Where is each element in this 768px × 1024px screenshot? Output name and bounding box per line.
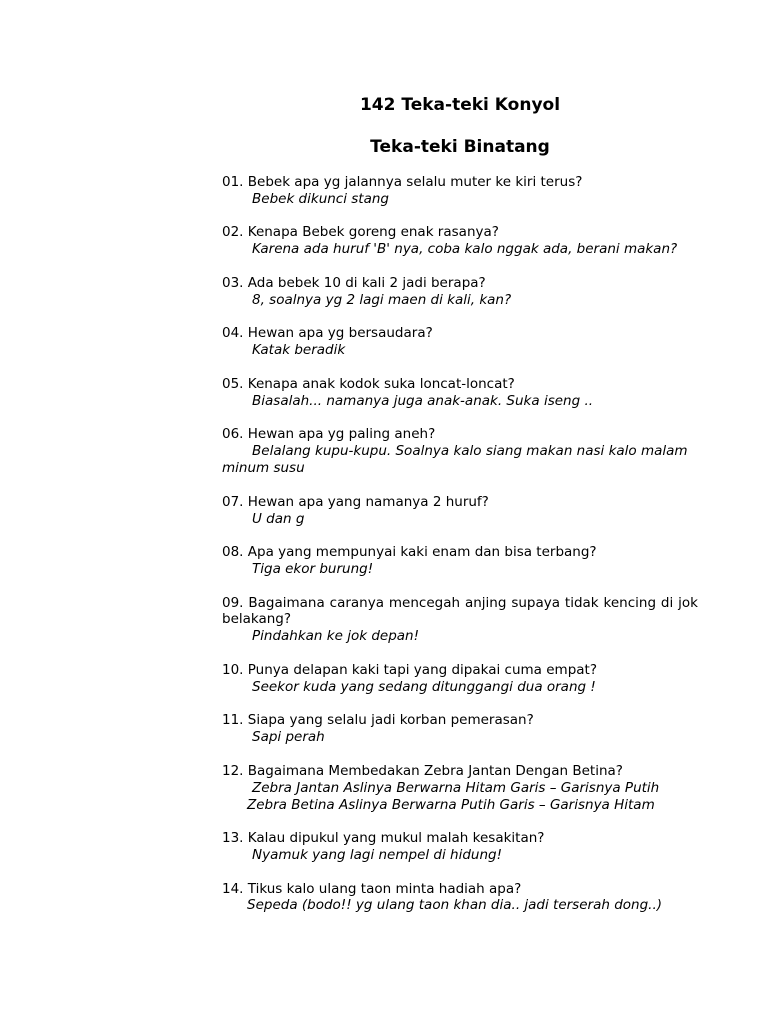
riddle-item xyxy=(222,544,698,578)
riddle-item xyxy=(222,494,698,528)
riddle-question: 08. Apa yang mempunyai kaki enam dan bisa terbang? xyxy=(222,544,597,561)
riddle-answer: Zebra Betina Aslinya Berwarna Putih Garis – Garisnya Hitam xyxy=(247,796,655,813)
riddle-question: 06. Hewan apa yg paling aneh? xyxy=(222,426,436,443)
riddle-answer: Seekor kuda yang sedang ditunggangi dua orang ! xyxy=(252,678,596,695)
riddle-answer: Biasalah... namanya juga anak-anak. Suka iseng .. xyxy=(252,392,594,409)
riddle-item xyxy=(222,376,698,410)
riddle-item xyxy=(222,712,698,746)
section-title: Teka-teki Binatang xyxy=(370,137,550,157)
riddle-question: 09. Bagaimana caranya mencegah anjing supaya tidak kencing di jok belakang? xyxy=(222,594,698,628)
riddle-answer: Belalang kupu-kupu. Soalnya kalo siang makan nasi kalo malam minum susu xyxy=(222,443,688,477)
riddle-question: 13. Kalau dipukul yang mukul malah kesakitan? xyxy=(222,830,545,847)
riddle-answer: Zebra Jantan Aslinya Berwarna Hitam Garis – Garisnya Putih xyxy=(252,779,660,796)
riddle-question: 11. Siapa yang selalu jadi korban pemerasan? xyxy=(222,712,534,729)
riddle-answer: Bebek dikunci stang xyxy=(252,190,389,207)
riddle-item xyxy=(222,325,698,359)
document-title: 142 Teka-teki Konyol xyxy=(359,95,561,115)
riddle-answer: Katak beradik xyxy=(252,342,346,359)
riddle-item xyxy=(222,881,698,915)
riddle-item xyxy=(222,830,698,864)
riddle-answer: Karena ada huruf 'B' nya, coba kalo nggak ada, berani makan? xyxy=(252,241,678,258)
riddle-item xyxy=(222,662,698,696)
riddle-question: 12. Bagaimana Membedakan Zebra Jantan Dengan Betina? xyxy=(222,762,623,779)
riddle-answer: Tiga ekor burung! xyxy=(252,560,374,577)
riddle-item xyxy=(222,275,698,309)
riddle-question: 07. Hewan apa yang namanya 2 huruf? xyxy=(222,493,489,510)
riddle-answer: U dan g xyxy=(252,510,305,527)
riddle-answer: Nyamuk yang lagi nempel di hidung! xyxy=(252,847,503,863)
riddle-answer: 8, soalnya yg 2 lagi maen di kali, kan? xyxy=(252,291,512,308)
riddle-item xyxy=(222,595,698,645)
riddle-item xyxy=(222,426,698,476)
riddle-item xyxy=(222,224,698,258)
riddle-question: 03. Ada bebek 10 di kali 2 jadi berapa? xyxy=(222,274,486,291)
riddle-question: 14. Tikus kalo ulang taon minta hadiah apa? xyxy=(222,880,522,897)
riddle-question: 04. Hewan apa yg bersaudara? xyxy=(222,325,433,342)
riddle-question: 02. Kenapa Bebek goreng enak rasanya? xyxy=(222,224,499,241)
riddle-answer: Pindahkan ke jok depan! xyxy=(252,628,420,645)
riddle-question: 01. Bebek apa yg jalannya selalu muter ke kiri terus? xyxy=(222,174,583,190)
riddle-question: 10. Punya delapan kaki tapi yang dipakai cuma empat? xyxy=(222,661,597,678)
riddle-question: 05. Kenapa anak kodok suka loncat-loncat? xyxy=(222,375,515,392)
riddle-answer: Sapi perah xyxy=(252,729,325,746)
riddle-item xyxy=(222,174,698,208)
riddle-item xyxy=(222,763,698,813)
riddle-answer: Sepeda (bodo!! yg ulang taon khan dia.. jadi terserah dong..) xyxy=(247,897,662,914)
riddle-list xyxy=(222,174,698,931)
